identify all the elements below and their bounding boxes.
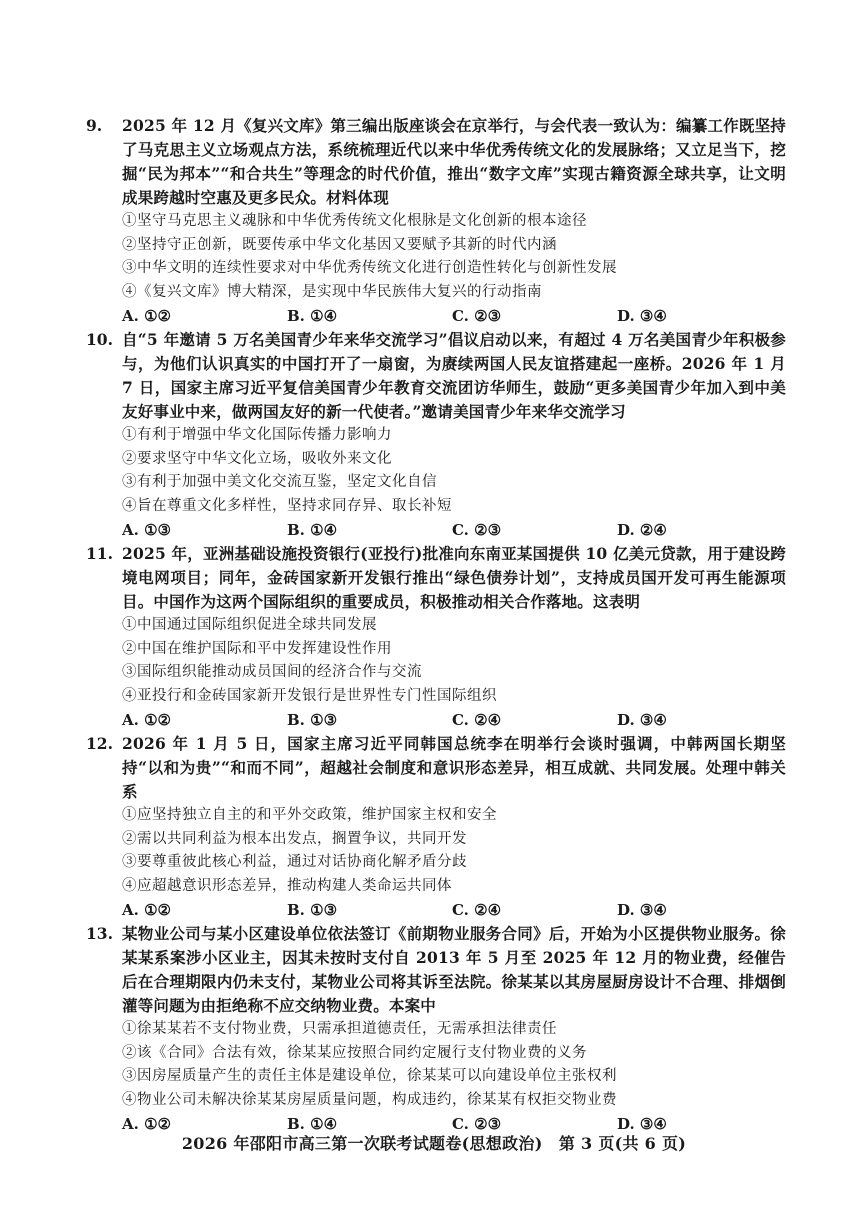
choice-d: D. ③④ — [617, 307, 667, 325]
statement-2: ②坚持守正创新，既要传承中华文化基因又要赋予其新的时代内涵 — [122, 236, 557, 253]
statement-2: ②要求坚守中华文化立场，吸收外来文化 — [122, 450, 392, 467]
question-13 — [86, 922, 786, 1136]
statement-3: ③中华文明的连续性要求对中华优秀传统文化进行创造性转化与创新性发展 — [122, 260, 617, 276]
statement-4: ④亚投行和金砖国家新开发银行是世界性专门性国际组织 — [122, 687, 497, 704]
choice-d: D. ③④ — [617, 711, 667, 729]
page-footer: 2026 年邵阳市高三第一次联考试题卷(思想政治) 第 3 页(共 6 页) — [181, 1134, 687, 1153]
question-stem: 2025 年，亚洲基础设施投资银行(亚投行)批准向东南亚某国提供 10 亿美元贷款，用于建设跨境电网项目；同年，金砖国家新开发银行推出“绿色债券计划”，支持成员国开发可再生能源项目。中国作为这两个国际组织的重要成员，积极推动相关合作落地。这表明 — [122, 544, 786, 611]
choice-b: B. ①③ — [287, 901, 338, 919]
answer-choices — [122, 898, 786, 922]
statement-3: ③因房屋质量产生的责任主体是建设单位，徐某某可以向建设单位主张权利 — [122, 1068, 617, 1084]
choice-c: C. ②③ — [452, 1115, 502, 1133]
answer-choices — [122, 518, 786, 542]
choice-a: A. ①② — [122, 1115, 171, 1133]
question-10 — [86, 328, 786, 542]
question-12 — [86, 732, 786, 922]
answer-choices — [122, 708, 786, 732]
statement-3: ③要尊重彼此核心利益，通过对话协商化解矛盾分歧 — [122, 854, 467, 870]
choice-b: B. ①④ — [287, 1115, 338, 1133]
statement-2: ②该《合同》合法有效，徐某某应按照合同约定履行支付物业费的义务 — [122, 1044, 587, 1061]
choice-c: C. ②④ — [452, 711, 502, 729]
choice-a: A. ①② — [122, 711, 171, 729]
question-number: 13. — [86, 924, 113, 943]
question-11 — [86, 542, 786, 732]
statement-4: ④《复兴文库》博大精深，是实现中华民族伟大复兴的行动指南 — [122, 283, 542, 300]
choice-c: C. ②③ — [452, 307, 502, 325]
statement-1: ①应坚持独立自主的和平外交政策，维护国家主权和安全 — [122, 807, 497, 823]
question-stem: 2026 年 1 月 5 日，国家主席习近平同韩国总统李在明举行会谈时强调，中韩两国长期坚持“以和为贵”“和而不同”，超越社会制度和意识形态差异，相互成就、共同发展。处理中韩关系 — [122, 734, 786, 801]
statement-1: ①有利于增强中华文化国际传播力影响力 — [122, 427, 392, 443]
statement-1: ①中国通过国际组织促进全球共同发展 — [122, 617, 377, 633]
question-number: 12. — [86, 734, 113, 753]
choice-b: B. ①④ — [287, 307, 338, 325]
question-stem: 2025 年 12 月《复兴文库》第三编出版座谈会在京举行，与会代表一致认为：编纂工作既坚持了马克思主义立场观点方法，系统梳理近代以来中华优秀传统文化的发展脉络；又立足当下，挖掘“民为邦本”“和合共生”等理念的时代价值，推出“数字文库”实现古籍资源全球共享，让文明成果跨越时空惠及更多民众。材料体现 — [122, 116, 786, 207]
choice-a: A. ①② — [122, 307, 171, 325]
choice-b: B. ①④ — [287, 521, 338, 539]
choice-c: C. ②③ — [452, 521, 502, 539]
choice-c: C. ②④ — [452, 901, 502, 919]
statement-3: ③国际组织能推动成员国间的经济合作与交流 — [122, 664, 422, 680]
question-stem: 自“5 年邀请 5 万名美国青少年来华交流学习”倡议启动以来，有超过 4 万名美国青少年积极参与，为他们认识真实的中国打开了一扇窗，为赓续两国人民友谊搭建起一座桥。2026 年 1 月 7 日，国家主席习近平复信美国青少年教育交流团访华师生，鼓励“更多美国青少年加入到中美友好事业中来，做两国友好的新一代使者。”邀请美国青少年来华交流学习 — [122, 330, 786, 421]
choice-d: D. ②④ — [617, 521, 667, 539]
question-stem: 某物业公司与某小区建设单位依法签订《前期物业服务合同》后，开始为小区提供物业服务。徐某某系案涉小区业主，因其未按时支付自 2013 年 5 月至 2025 年 12 月的物业费，经催告后在合理期限内仍未支付，某物业公司将其诉至法院。徐某某以其房屋厨房设计不合理、排烟倒灌等问题为由拒绝称不应交纳物业费。本案中 — [122, 924, 786, 1015]
question-list — [86, 114, 786, 1136]
statement-2: ②需以共同利益为根本出发点，搁置争议，共同开发 — [122, 830, 467, 847]
choice-a: A. ①② — [122, 901, 171, 919]
question-9 — [86, 114, 786, 328]
statement-4: ④旨在尊重文化多样性，坚持求同存异、取长补短 — [122, 497, 452, 514]
choice-d: D. ③④ — [617, 901, 667, 919]
statement-4: ④应超越意识形态差异，推动构建人类命运共同体 — [122, 877, 452, 894]
statement-3: ③有利于加强中美文化交流互鉴，坚定文化自信 — [122, 474, 437, 490]
answer-choices — [122, 304, 786, 328]
statement-2: ②中国在维护国际和平中发挥建设性作用 — [122, 640, 392, 657]
question-number: 9. — [86, 116, 103, 135]
statement-1: ①徐某某若不支付物业费，只需承担道德责任，无需承担法律责任 — [122, 1021, 557, 1037]
question-number: 11. — [86, 544, 113, 563]
choice-b: B. ①③ — [287, 711, 338, 729]
statement-4: ④物业公司未解决徐某某房屋质量问题，构成违约，徐某某有权拒交物业费 — [122, 1091, 617, 1108]
question-number: 10. — [86, 330, 113, 349]
statement-1: ①坚守马克思主义魂脉和中华优秀传统文化根脉是文化创新的根本途径 — [122, 213, 587, 229]
choice-a: A. ①③ — [122, 521, 171, 539]
choice-d: D. ③④ — [617, 1115, 667, 1133]
